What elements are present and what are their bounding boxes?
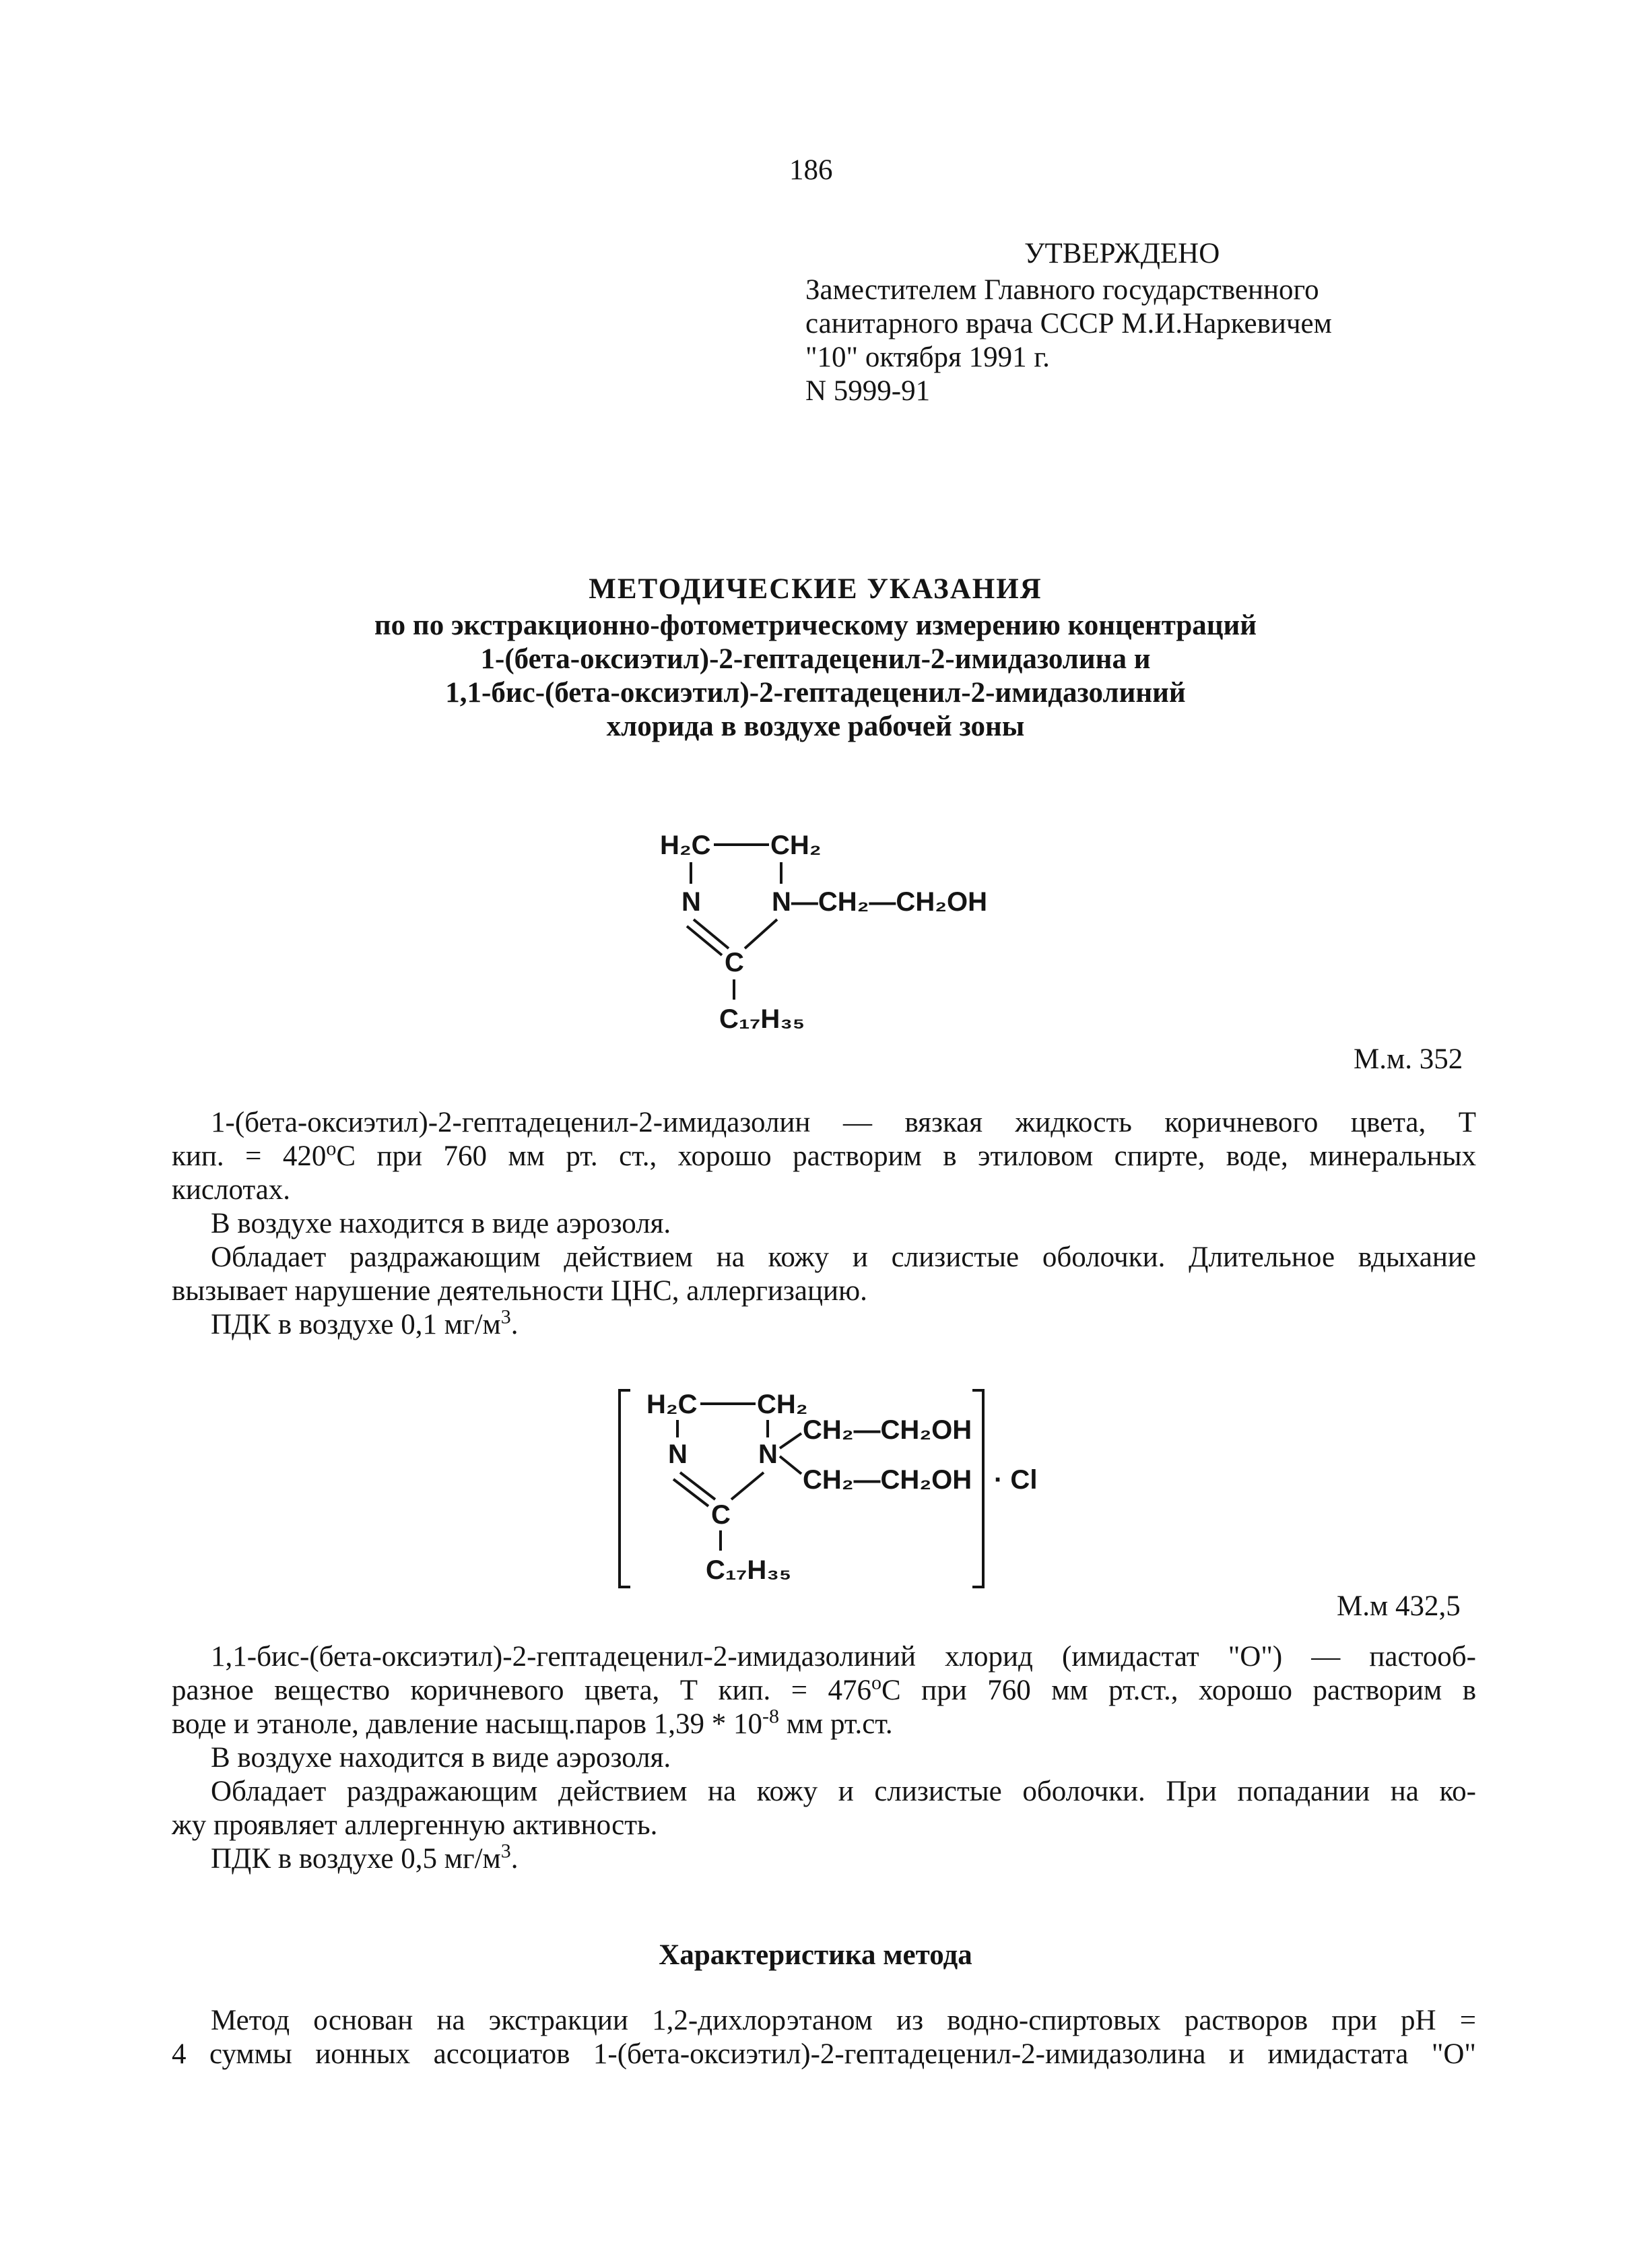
formula2-bond-branch-bottom xyxy=(780,1456,801,1474)
formula2-branch-bottom: CH₂—CH₂OH xyxy=(803,1465,972,1495)
compound1-description xyxy=(172,1106,1476,1342)
formula1-c: C xyxy=(725,948,744,977)
formula2-bond-branch-top xyxy=(780,1433,801,1448)
formula2-c: C xyxy=(711,1500,731,1530)
formula1-n-right: N—CH₂—CH₂OH xyxy=(772,887,987,917)
compound2-line: воде и этаноле, давление насыщ.паров $1,39 * 10^{-8}$ мм рт.ст. xyxy=(172,1705,893,1740)
formula2-double-bond-2 xyxy=(673,1479,708,1506)
formula1-c17h35: C₁₇H₃₅ xyxy=(719,1004,805,1034)
formula2-ch2: CH₂ xyxy=(757,1390,808,1419)
compound2-line: жу проявляет аллергенную активность. xyxy=(172,1809,658,1841)
formula2-h2c: H₂C xyxy=(646,1390,698,1419)
compound2-line: 1,1-бис-(бета-оксиэтил)-2-гептадеценил-2-имидазолиний хлорид (имидастат "О") — пастооб- xyxy=(211,1641,1476,1673)
formula1-double-bond-1 xyxy=(694,919,729,948)
approval-line: Заместителем Главного государственного xyxy=(805,274,1319,306)
compound1-line: вызывает нарушение деятельности ЦНС, аллергизацию. xyxy=(172,1275,867,1307)
formula1-h2c: H₂C xyxy=(660,831,711,860)
molecular-mass-2: М.м 432,5 xyxy=(1337,1590,1461,1622)
formula2-counterion: · Cl xyxy=(994,1465,1038,1495)
formula1-bond-n-c xyxy=(745,919,777,948)
formula2-n-right: N xyxy=(758,1439,778,1469)
heading-line: 1,1-бис-(бета-оксиэтил)-2-гептадеценил-2-имидазолиний xyxy=(445,677,1186,709)
method-text xyxy=(172,2004,1476,2071)
approval-line: санитарного врача СССР М.И.Наркевичем xyxy=(805,308,1332,339)
compound2-pdk: ПДК в воздухе 0,5 $мг/м^3$. xyxy=(211,1840,519,1875)
formula1-double-bond-2 xyxy=(687,926,722,955)
compound1-pdk: ПДК в воздухе 0,1 $мг/м^3$. xyxy=(211,1305,519,1340)
heading-line: 1-(бета-оксиэтил)-2-гептадеценил-2-имидазолина и xyxy=(480,643,1151,675)
structural-formula-1 xyxy=(646,822,1024,1037)
compound2-line: В воздухе находится в виде аэрозоля. xyxy=(211,1742,671,1774)
page-number: 186 xyxy=(789,154,833,186)
formula2-n-left: N xyxy=(668,1439,688,1469)
compound1-line: В воздухе находится в виде аэрозоля. xyxy=(211,1208,671,1239)
approval-line: N 5999-91 xyxy=(805,375,931,407)
method-heading: Характеристика метода xyxy=(659,1939,972,1971)
compound1-line: Обладает раздражающим действием на кожу и слизистые оболочки. Длительное вдыхание xyxy=(211,1241,1476,1273)
compound2-line: разное вещество коричневого цвета, Т кип. = $476^oС$ при 760 мм рт.ст., хорошо растворим в xyxy=(172,1671,1476,1706)
formula2-branch-top: CH₂—CH₂OH xyxy=(803,1415,972,1445)
formula2-bond-n-c xyxy=(731,1472,764,1499)
molecular-mass-1: М.м. 352 xyxy=(1354,1043,1463,1075)
document-heading xyxy=(0,573,1631,744)
formula2-bracket-left xyxy=(620,1390,630,1587)
formula2-bracket-right xyxy=(972,1390,983,1587)
formula1-ch2: CH₂ xyxy=(770,831,822,860)
formula2-c17h35: C₁₇H₃₅ xyxy=(706,1555,792,1585)
compound1-line: кип. = $420^oС$ при 760 мм рт. ст., хорошо растворим в этиловом спирте, воде, минеральных xyxy=(172,1137,1476,1172)
compound1-line: 1-(бета-оксиэтил)-2-гептадеценил-2-имидазолин — вязкая жидкость коричневого цвета, Т xyxy=(211,1107,1476,1138)
heading-line: по по экстракционно-фотометрическому измерению концентраций xyxy=(374,610,1257,641)
compound2-line: Обладает раздражающим действием на кожу и слизистые оболочки. При попадании на ко- xyxy=(211,1776,1476,1807)
approval-title: УТВЕРЖДЕНО xyxy=(1024,238,1220,269)
approval-line: "10" октября 1991 г. xyxy=(805,342,1050,373)
structural-formula-2 xyxy=(613,1381,1071,1596)
approval-block xyxy=(805,237,1332,408)
formula1-n-left: N xyxy=(681,887,701,917)
document-title: МЕТОДИЧЕСКИЕ УКАЗАНИЯ xyxy=(589,573,1042,605)
method-line: 4 суммы ионных ассоциатов 1-(бета-оксиэтил)-2-гептадеценил-2-имидазолина и имидастата "О" xyxy=(172,2038,1476,2070)
method-line: Метод основан на экстракции 1,2-дихлорэтаном из водно-спиртовых растворов при рН = xyxy=(211,2005,1476,2036)
compound1-line: кислотах. xyxy=(172,1174,291,1206)
heading-line: хлорида в воздухе рабочей зоны xyxy=(606,711,1025,742)
compound2-description xyxy=(172,1640,1476,1876)
formula2-double-bond-1 xyxy=(680,1472,715,1499)
